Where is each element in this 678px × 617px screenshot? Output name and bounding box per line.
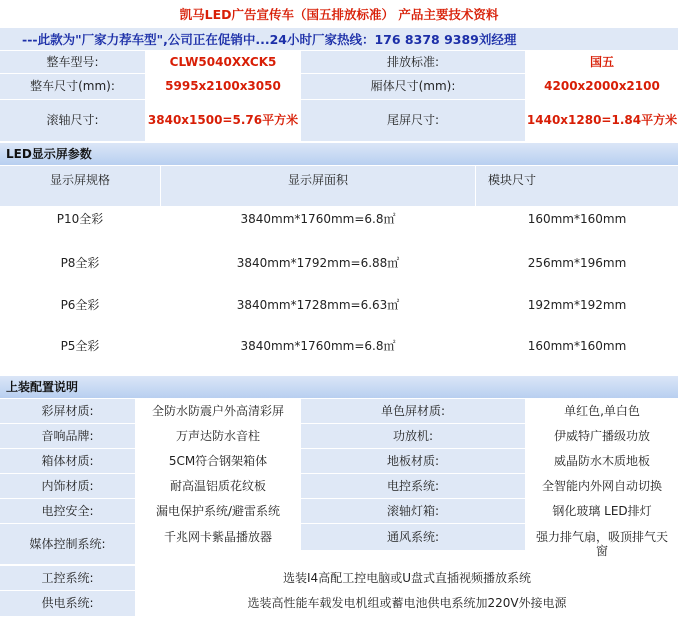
section-title: LED显示屏参数: [6, 146, 92, 161]
column-header: 显示屏面积: [287, 172, 348, 187]
table-cell: 3840mm*1728mm=6.63㎡: [236, 298, 400, 313]
config-value: 漏电保护系统/避雷系统: [136, 499, 300, 523]
table-cell: 3840mm*1792mm=6.88㎡: [236, 256, 400, 271]
config-value: 选装高性能车载发电机组或蓄电池供电系统加220V外接电源: [136, 591, 678, 616]
config-label: 供电系统:: [0, 591, 135, 616]
config-value: 威晶防水木质地板: [526, 449, 678, 473]
config-value: 5CM符合钢架箱体: [136, 449, 300, 473]
config-value: 万声达防水音柱: [136, 424, 300, 448]
config-label: 工控系统:: [0, 566, 135, 590]
spec-value: 3840x1500=5.76平方米: [146, 100, 300, 141]
table-cell: 3840mm*1760mm=6.8㎡: [240, 212, 396, 227]
table-cell: 3840mm*1760mm=6.8㎡: [240, 339, 396, 354]
config-value: 选装I4高配工控电脑或U盘式直插视频播放系统: [136, 566, 678, 590]
config-label: 电控系统:: [301, 474, 525, 498]
config-label: 媒体控制系统:: [0, 524, 135, 564]
config-value: 钢化玻璃 LED排灯: [526, 499, 678, 523]
config-label: 地板材质:: [301, 449, 525, 473]
spec-value: 4200x2000x2100: [526, 74, 678, 99]
spec-value: CLW5040XXCK5: [146, 51, 300, 73]
config-label: 功放机:: [301, 424, 525, 448]
promo-text: ---此款为"厂家力荐车型",公司正在促销中...24小时厂家热线：176 8378 9389刘经理: [22, 31, 517, 47]
config-value: 全智能内外网自动切换: [526, 474, 678, 498]
table-cell: 192mm*192mm: [527, 298, 627, 313]
config-label: 音响品牌:: [0, 424, 135, 448]
table-cell: P5全彩: [60, 339, 100, 354]
spec-label: 尾屏尺寸:: [301, 100, 525, 141]
table-cell: 160mm*160mm: [527, 212, 627, 227]
config-table: [0, 399, 678, 617]
spec-value: 国五: [526, 51, 678, 73]
config-label: 滚轴灯箱:: [301, 499, 525, 523]
table-cell: P8全彩: [60, 256, 100, 271]
spec-label: 厢体尺寸(mm):: [301, 74, 525, 99]
table-cell: P10全彩: [56, 212, 104, 227]
spec-label: 排放标准:: [301, 51, 525, 73]
config-value: 伊威特广播级功放: [526, 424, 678, 448]
config-label: 彩屏材质:: [0, 399, 135, 423]
spec-value: 1440x1280=1.84平方米: [526, 100, 678, 141]
spec-value: 5995x2100x3050: [146, 74, 300, 99]
table-cell: 256mm*196mm: [527, 256, 627, 271]
spec-label: 整车尺寸(mm):: [0, 74, 145, 99]
column-header: 显示屏规格: [49, 172, 110, 187]
config-value: 全防水防震户外高清彩屏: [136, 399, 300, 423]
config-value: 千兆网卡紫晶播放器: [136, 524, 300, 550]
config-label: 内饰材质:: [0, 474, 135, 498]
led-table-body: [0, 206, 678, 370]
config-label: 单色屏材质:: [301, 399, 525, 423]
promo-row: [0, 28, 678, 50]
table-cell: 160mm*160mm: [527, 339, 627, 354]
column-header: 模块尺寸: [488, 172, 537, 187]
led-header-row: [0, 166, 678, 206]
config-label: 箱体材质:: [0, 449, 135, 473]
config-label: 通风系统:: [301, 524, 525, 550]
basic-specs-table: [0, 51, 678, 151]
config-label: 电控安全:: [0, 499, 135, 523]
config-value: 强力排气扇，吸顶排气天窗: [526, 524, 678, 564]
spec-label: 滚轴尺寸:: [0, 100, 145, 141]
config-value: 单红色,单白色: [526, 399, 678, 423]
section-title: 上装配置说明: [6, 379, 79, 394]
title-row: [0, 0, 678, 28]
config-value: 耐高温铝质花纹板: [136, 474, 300, 498]
page-title: 凯马LED广告宣传车（国五排放标准） 产品主要技术资料: [179, 6, 499, 22]
led-section-header: [0, 143, 678, 165]
config-section-header: [0, 376, 678, 398]
table-cell: P6全彩: [60, 298, 100, 313]
spec-label: 整车型号:: [0, 51, 145, 73]
